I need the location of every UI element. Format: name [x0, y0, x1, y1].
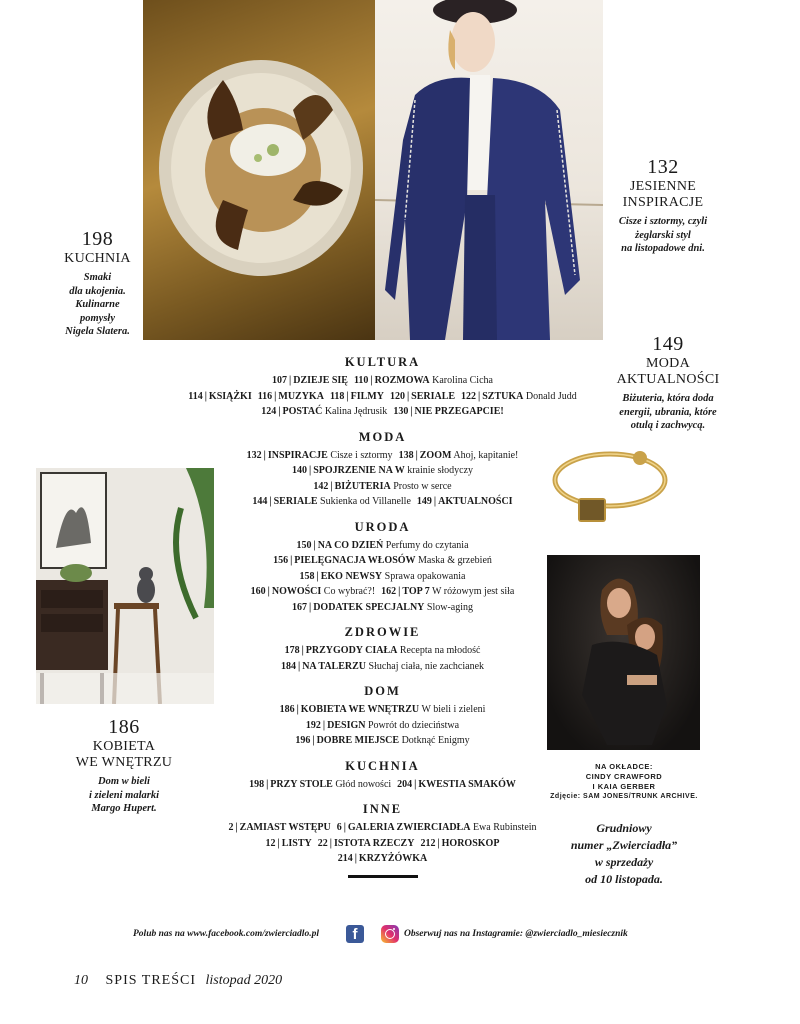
table-of-contents — [180, 355, 585, 878]
toc-section-title: KUCHNIA — [345, 758, 420, 773]
toc-page-number: 110 — [353, 375, 369, 386]
toc-line — [180, 569, 585, 585]
toc-page-number: 212 — [420, 837, 436, 849]
toc-line — [180, 851, 585, 867]
photo-credit: Zdjęcie: SAM JONES/TRUNK ARCHIVE. — [550, 793, 698, 800]
feature-interior-page: 186 — [108, 716, 140, 738]
toc-subtitle: Maska & grzebień — [418, 555, 492, 566]
page-footer — [74, 973, 282, 989]
toc-subtitle: Slow-aging — [426, 601, 474, 613]
toc-subtitle: krainie słodyczy — [407, 465, 474, 476]
toc-subtitle: Kalina Jędrusik — [324, 406, 388, 417]
toc-entry[interactable] — [337, 822, 537, 833]
toc-separator: | — [204, 390, 207, 402]
toc-page-number: 204 — [397, 778, 413, 790]
feature-autumn-desc: Cisze i sztormy, czyli żeglarski styl na listopadowe dni. — [618, 216, 708, 254]
toc-entry[interactable] — [330, 391, 384, 402]
toc-keyword: ZOOM — [419, 449, 452, 461]
toc-subtitle: Sukienka od Villanelle — [320, 496, 411, 507]
toc-entry[interactable] — [300, 571, 466, 582]
toc-page-number: 118 — [329, 390, 345, 402]
toc-page-number: 178 — [284, 645, 300, 656]
toc-entry[interactable] — [354, 375, 493, 386]
toc-section-title: MODA — [358, 429, 407, 444]
toc-page-number: 132 — [246, 449, 262, 461]
toc-entry[interactable] — [318, 838, 415, 849]
toc-entry[interactable] — [313, 481, 451, 492]
toc-entry[interactable] — [393, 406, 503, 417]
instagram-text[interactable]: Obserwuj nas na Instagramie: @zwierciadlo_miesiecznik — [404, 929, 628, 939]
page-number: 10 — [74, 973, 88, 988]
feature-kitchen-desc: Smaki dla ukojenia. Kulinarne pomysły Nigela Slatera. — [65, 272, 130, 337]
toc-page-number: 144 — [252, 496, 268, 507]
toc-separator: | — [313, 539, 316, 551]
toc-subtitle: Karolina Cicha — [432, 375, 493, 386]
toc-line — [180, 718, 585, 734]
toc-separator: | — [308, 465, 312, 476]
feature-fashion[interactable] — [608, 333, 728, 433]
feature-autumn-title: JESIENNE INSPIRACJE — [622, 179, 704, 210]
toc-entry[interactable] — [272, 375, 348, 386]
toc-line — [180, 600, 585, 616]
toc-entry[interactable] — [285, 645, 481, 656]
toc-keyword: MUZYKA — [278, 390, 324, 402]
toc-separator: | — [269, 496, 272, 507]
toc-entry[interactable] — [261, 406, 387, 417]
toc-page-number: 162 — [381, 586, 397, 597]
toc-entry[interactable] — [252, 496, 410, 507]
toc-line — [180, 479, 585, 495]
issue-promo: Grudniowy numer „Zwierciadła” w sprzedaży od 10 listopada. — [570, 821, 678, 886]
facebook-text[interactable]: Polub nas na www.facebook.com/zwierciadlo.pl — [133, 929, 319, 939]
toc-keyword: FILMY — [350, 390, 384, 402]
feature-interior-desc: Dom w bieli i zieleni malarki Margo Hupert. — [88, 776, 159, 814]
toc-keyword: ROZMOWA — [374, 375, 430, 386]
fashion-photo — [375, 0, 603, 340]
feature-autumn-page: 132 — [647, 156, 679, 178]
toc-keyword: HOROSKOP — [441, 837, 500, 849]
toc-keyword: NA CO DZIEŃ — [317, 539, 384, 551]
toc-subtitle: Dotknąć Enigmy — [401, 735, 470, 746]
toc-keyword: SZTUKA — [482, 390, 524, 402]
toc-separator: | — [410, 406, 413, 417]
footer-label: SPIS TREŚCI — [105, 973, 196, 988]
facebook-icon[interactable]: f — [346, 925, 364, 943]
toc-line — [180, 373, 585, 389]
toc-separator: | — [329, 837, 332, 849]
toc-line — [180, 553, 585, 569]
toc-line — [180, 404, 585, 420]
toc-subtitle: Recepta na młodość — [399, 645, 481, 656]
toc-keyword: AKTUALNOŚCI — [438, 496, 513, 507]
toc-section-title: ZDROWIE — [344, 625, 421, 639]
toc-keyword: GALERIA ZWIERCIADŁA — [347, 822, 471, 833]
feature-fashion-desc: Biżuteria, która doda energii, ubrania, które otulą i zachwycą. — [619, 393, 717, 431]
toc-entry[interactable] — [420, 838, 499, 849]
toc-separator: | — [296, 704, 299, 715]
toc-separator: | — [415, 449, 418, 461]
feature-interior[interactable] — [64, 716, 184, 816]
toc-entry[interactable] — [296, 540, 468, 551]
feature-autumn[interactable] — [608, 156, 718, 256]
toc-entry[interactable] — [295, 735, 469, 746]
toc-page-number: 186 — [279, 704, 295, 715]
feature-fashion-page: 149 — [652, 333, 684, 355]
toc-separator: | — [346, 390, 349, 402]
feature-kitchen-page: 198 — [81, 228, 114, 250]
toc-entry[interactable] — [399, 450, 519, 461]
toc-line — [180, 777, 585, 793]
toc-keyword: DOBRE MIEJSCE — [316, 735, 400, 746]
toc-separator: | — [301, 645, 304, 656]
feature-interior-title: KOBIETA WE WNĘTRZU — [75, 739, 173, 770]
toc-entry[interactable] — [390, 391, 455, 402]
toc-line — [180, 448, 585, 464]
toc-keyword: NOWOŚCI — [271, 586, 322, 597]
social-bar — [0, 925, 800, 945]
toc-separator: | — [308, 601, 312, 613]
toc-subtitle: Słuchaj ciała, nie zachcianek — [368, 660, 485, 672]
toc-line — [180, 584, 585, 600]
toc-entry[interactable] — [338, 853, 428, 864]
toc-page-number: 2 — [228, 822, 234, 833]
toc-entry[interactable] — [461, 391, 577, 402]
toc-subtitle: Ahoj, kapitanie! — [453, 449, 519, 461]
toc-subtitle: W bieli i zieleni — [421, 704, 486, 715]
toc-page-number: 142 — [313, 480, 329, 492]
toc-page-number: 149 — [416, 496, 432, 507]
toc-keyword: KOBIETA WE WNĘTRZU — [300, 704, 420, 715]
toc-page-number: 198 — [249, 778, 265, 790]
toc-keyword: SERIALE — [273, 496, 318, 507]
toc-entry[interactable] — [306, 720, 459, 731]
toc-entry[interactable] — [266, 838, 312, 849]
toc-end-rule — [348, 875, 418, 878]
toc-subtitle: Sprawa opakowania — [384, 570, 466, 582]
toc-page-number: 158 — [299, 570, 315, 582]
toc-entry[interactable] — [249, 779, 391, 790]
toc-keyword: SERIALE — [411, 390, 456, 402]
toc-entry[interactable] — [381, 586, 514, 597]
toc-separator: | — [330, 480, 333, 492]
toc-section-title: URODA — [354, 519, 411, 534]
toc-subtitle: Co wybrać?! — [323, 586, 376, 597]
toc-keyword: NA TALERZU — [302, 660, 367, 672]
toc-keyword: KRZYŻÓWKA — [358, 853, 428, 864]
toc-line — [180, 643, 585, 659]
toc-entry[interactable] — [292, 602, 473, 613]
toc-separator: | — [433, 496, 437, 507]
toc-separator: | — [437, 837, 440, 849]
toc-separator: | — [266, 778, 269, 790]
toc-separator: | — [316, 570, 319, 582]
toc-entry[interactable] — [258, 391, 324, 402]
toc-keyword: PIELĘGNACJA WŁOSÓW — [294, 555, 416, 566]
toc-subtitle: Donald Judd — [525, 390, 577, 402]
toc-page-number: 167 — [291, 601, 307, 613]
toc-separator: | — [478, 390, 481, 402]
toc-separator: | — [322, 719, 326, 731]
toc-separator: | — [398, 586, 401, 597]
toc-entry[interactable] — [281, 661, 484, 672]
toc-page-number: 122 — [461, 390, 477, 402]
toc-entry[interactable] — [188, 391, 251, 402]
toc-line — [180, 494, 585, 510]
toc-page-number: 124 — [261, 406, 277, 417]
toc-page-number: 150 — [296, 539, 312, 551]
toc-page-number: 116 — [257, 390, 273, 402]
toc-page-number: 6 — [336, 822, 342, 833]
toc-entry[interactable] — [417, 496, 513, 507]
issue-date: listopad 2020 — [205, 973, 283, 988]
toc-keyword: TOP 7 — [402, 586, 430, 597]
toc-separator: | — [263, 449, 266, 461]
toc-section-title: KULTURA — [344, 355, 421, 369]
toc-entry[interactable] — [273, 555, 492, 566]
toc-separator: | — [312, 735, 315, 746]
toc-subtitle: Głód nowości — [335, 778, 392, 790]
toc-separator: | — [267, 586, 270, 597]
toc-keyword: DODATEK SPECJALNY — [313, 601, 425, 613]
toc-line — [180, 702, 585, 718]
toc-page-number: 184 — [280, 660, 296, 672]
toc-keyword: PRZYGODY CIAŁA — [305, 645, 398, 656]
toc-keyword: DZIEJE SIĘ — [293, 375, 348, 386]
toc-entry[interactable] — [397, 779, 516, 790]
toc-keyword: BIŻUTERIA — [334, 480, 391, 492]
toc-separator: | — [370, 375, 373, 386]
toc-subtitle: Perfumy do czytania — [385, 539, 469, 551]
toc-entry[interactable] — [247, 450, 393, 461]
toc-page-number: 138 — [398, 449, 414, 461]
toc-page-number: 12 — [265, 837, 276, 849]
cover-note: NA OKŁADCE: CINDY CRAWFORD I KAIA GERBER Zdjęcie: SAM JONES/TRUNK ARCHIVE. — [548, 762, 700, 802]
toc-subtitle: Powrót do dzieciństwa — [367, 719, 460, 731]
toc-separator: | — [354, 853, 357, 864]
toc-section-title: INNE — [362, 802, 403, 816]
toc-keyword: LISTY — [281, 837, 312, 849]
toc-keyword: PRZY STOLE — [270, 778, 333, 790]
toc-separator: | — [277, 837, 280, 849]
toc-section-title: DOM — [364, 684, 401, 698]
instagram-icon[interactable] — [381, 925, 399, 943]
food-photo — [143, 0, 375, 340]
toc-separator: | — [274, 390, 277, 402]
toc-separator: | — [406, 390, 410, 402]
toc-entry[interactable] — [292, 465, 473, 476]
toc-line — [180, 538, 585, 554]
toc-keyword: ZAMIAST WSTĘPU — [239, 822, 331, 833]
toc-line — [180, 659, 585, 675]
toc-keyword: KWESTIA SMAKÓW — [418, 778, 516, 790]
toc-page-number: 130 — [393, 406, 409, 417]
toc-keyword: EKO NEWSY — [320, 570, 383, 582]
toc-line — [180, 820, 585, 836]
toc-separator: | — [290, 555, 293, 566]
toc-page-number: 114 — [188, 390, 203, 402]
toc-page-number: 214 — [337, 853, 353, 864]
toc-line — [180, 836, 585, 852]
toc-keyword: NIE PRZEGAPCIE! — [414, 406, 504, 417]
feature-kitchen[interactable] — [50, 228, 145, 339]
toc-keyword: KSIĄŻKI — [208, 390, 252, 402]
toc-line — [180, 733, 585, 749]
feature-fashion-title: MODA AKTUALNOŚCI — [616, 356, 720, 387]
toc-page-number: 160 — [250, 586, 266, 597]
toc-separator: | — [414, 778, 417, 790]
toc-keyword: POSTAĆ — [282, 406, 323, 417]
toc-line — [180, 463, 585, 479]
toc-keyword: INSPIRACJE — [267, 449, 328, 461]
toc-subtitle: Cisze i sztormy — [330, 449, 393, 461]
toc-separator: | — [343, 822, 346, 833]
toc-keyword: ISTOTA RZECZY — [333, 837, 415, 849]
toc-separator: | — [289, 375, 292, 386]
toc-subtitle: Ewa Rubinstein — [472, 822, 537, 833]
toc-page-number: 120 — [389, 390, 405, 402]
toc-page-number: 156 — [273, 555, 289, 566]
toc-page-number: 22 — [317, 837, 328, 849]
toc-subtitle: Prosto w serce — [393, 480, 452, 492]
toc-entry[interactable] — [251, 586, 376, 597]
toc-subtitle: W różowym jest siła — [432, 586, 515, 597]
toc-separator: | — [235, 822, 238, 833]
toc-page-number: 196 — [295, 735, 311, 746]
toc-page-number: 192 — [305, 719, 321, 731]
toc-keyword: DESIGN — [327, 719, 366, 731]
toc-separator: | — [278, 406, 281, 417]
toc-page-number: 140 — [291, 465, 307, 476]
toc-entry[interactable] — [280, 704, 486, 715]
toc-line — [180, 389, 585, 405]
toc-separator: | — [297, 660, 301, 672]
toc-page-number: 107 — [272, 375, 288, 386]
toc-keyword: SPOJRZENIE NA W — [313, 465, 405, 476]
feature-kitchen-title: KUCHNIA — [64, 251, 131, 266]
toc-entry[interactable] — [228, 822, 330, 833]
